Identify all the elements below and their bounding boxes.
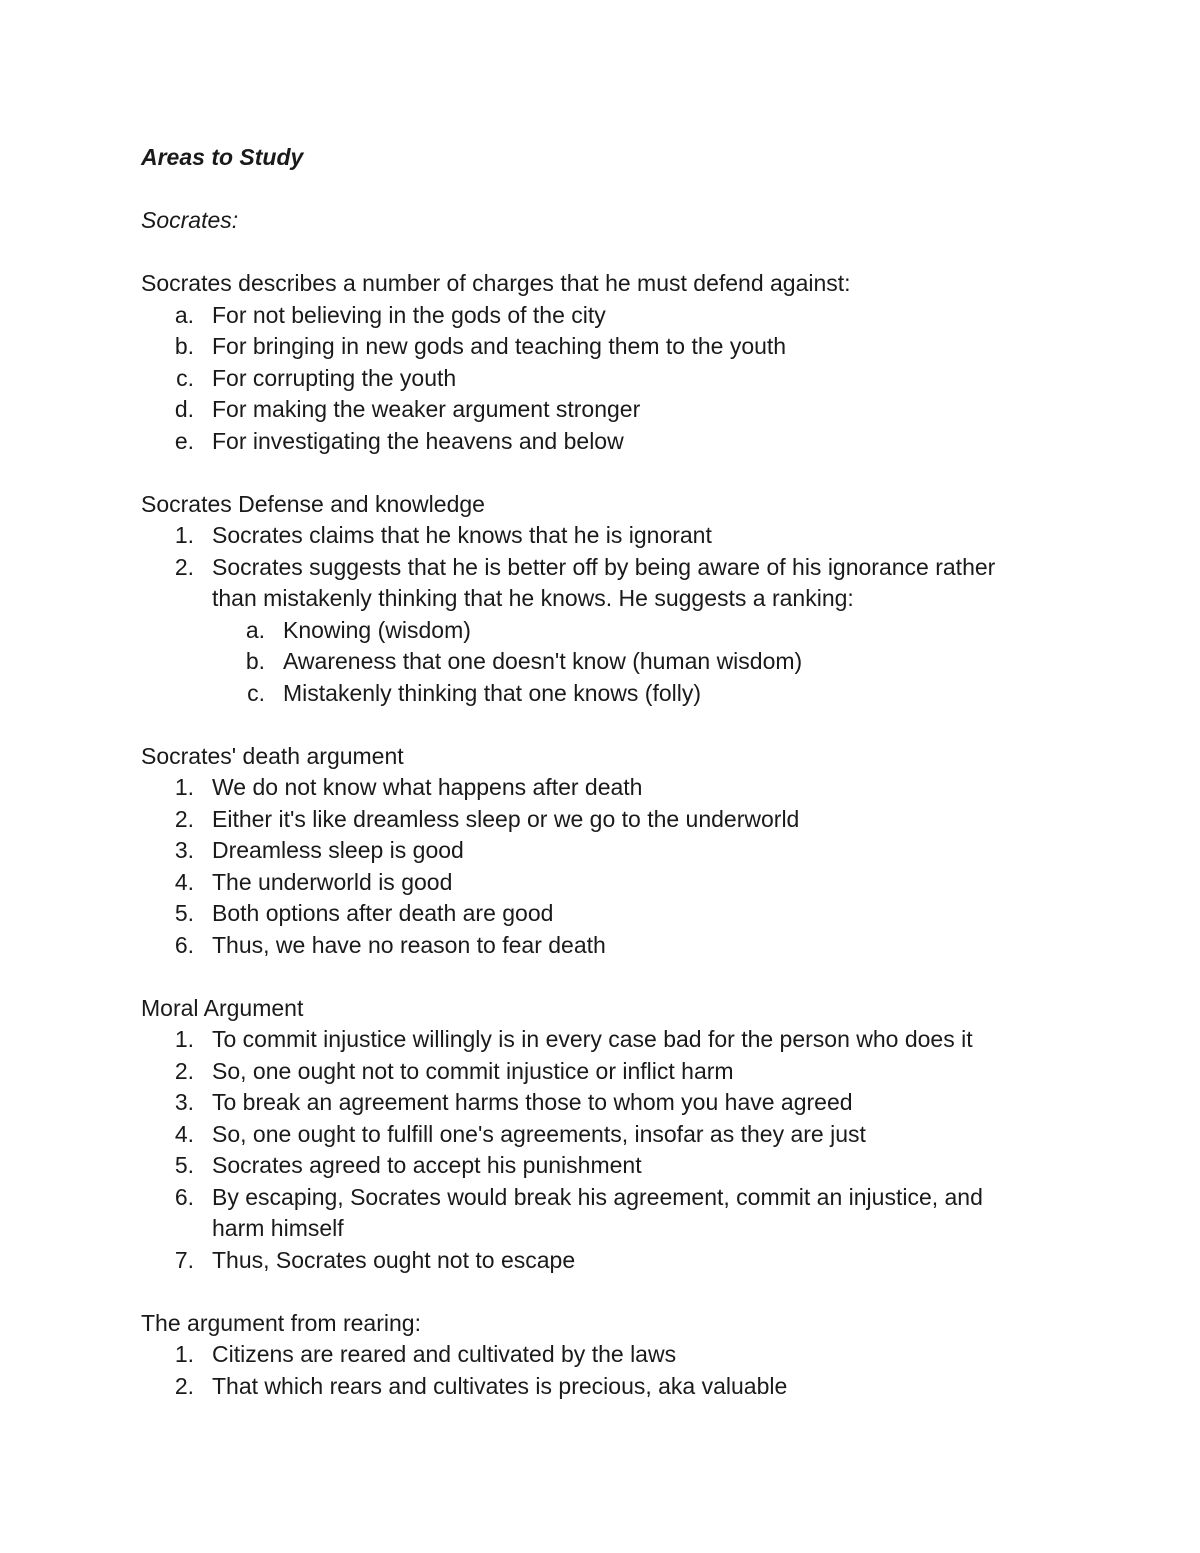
list-marker: b. bbox=[174, 333, 194, 359]
list-item bbox=[141, 1024, 1041, 1056]
list-item-text: For corrupting the youth bbox=[212, 364, 457, 391]
list-item bbox=[141, 1339, 1041, 1371]
section-heading-moral: Moral Argument bbox=[141, 994, 304, 1021]
list-item bbox=[141, 1087, 1041, 1119]
list-item-text: Thus, we have no reason to fear death bbox=[212, 931, 606, 958]
list-item bbox=[141, 1371, 1041, 1403]
list-item bbox=[141, 552, 1041, 615]
list-item-text: Both options after death are good bbox=[212, 900, 554, 926]
list-marker: c. bbox=[247, 679, 265, 706]
list-item bbox=[141, 678, 1041, 710]
list-item-text: By escaping, Socrates would break his agreement, commit an injustice, and harm himself bbox=[212, 1183, 983, 1241]
charges-list bbox=[141, 300, 1041, 458]
list-item bbox=[141, 1182, 1041, 1245]
document-subtitle: Socrates: bbox=[141, 207, 239, 233]
list-item-text: For making the weaker argument stronger bbox=[212, 396, 641, 422]
list-marker: 2. bbox=[174, 1057, 194, 1084]
list-marker: e. bbox=[174, 427, 194, 454]
spacer bbox=[141, 1276, 1041, 1308]
list-marker: a. bbox=[245, 616, 265, 643]
list-item bbox=[141, 615, 1041, 647]
list-item bbox=[141, 898, 1041, 930]
list-item-text: The underworld is good bbox=[212, 868, 453, 895]
list-item bbox=[141, 1150, 1041, 1182]
list-item-text: For not believing in the gods of the city bbox=[212, 301, 606, 328]
list-item bbox=[141, 772, 1041, 804]
list-item bbox=[141, 930, 1041, 962]
list-marker: 3. bbox=[174, 837, 194, 863]
list-item-text: For bringing in new gods and teaching them to the youth bbox=[212, 333, 787, 359]
list-item bbox=[141, 835, 1041, 867]
document-title: Areas to Study bbox=[141, 144, 304, 170]
list-item bbox=[141, 394, 1041, 426]
list-item-text: Socrates agreed to accept his punishment bbox=[212, 1152, 642, 1178]
document-body bbox=[141, 142, 1041, 1402]
list-marker: b. bbox=[245, 648, 265, 674]
list-item bbox=[141, 363, 1041, 395]
list-marker: 4. bbox=[174, 868, 194, 895]
list-item bbox=[141, 331, 1041, 363]
list-item-text: To break an agreement harms those to whom you have agreed bbox=[212, 1089, 853, 1115]
list-marker: 1. bbox=[174, 774, 194, 800]
spacer bbox=[141, 961, 1041, 993]
list-item bbox=[141, 646, 1041, 678]
section-heading-rearing: The argument from rearing: bbox=[141, 1309, 421, 1336]
list-item-text: Thus, Socrates ought not to escape bbox=[212, 1246, 576, 1273]
list-item-text: Citizens are reared and cultivated by the laws bbox=[212, 1341, 677, 1367]
list-item-text: So, one ought to fulfill one's agreements, insofar as they are just bbox=[212, 1120, 866, 1147]
section-heading-death: Socrates' death argument bbox=[141, 742, 404, 769]
list-marker: 3. bbox=[174, 1089, 194, 1115]
spacer bbox=[141, 174, 1041, 206]
list-item-text: For investigating the heavens and below bbox=[212, 427, 624, 454]
list-marker: 7. bbox=[174, 1246, 194, 1273]
section-heading-charges: Socrates describes a number of charges that he must defend against: bbox=[141, 270, 851, 296]
list-marker: d. bbox=[174, 396, 194, 422]
section-heading-defense: Socrates Defense and knowledge bbox=[141, 490, 485, 517]
list-marker: 2. bbox=[174, 553, 194, 580]
list-marker: 1. bbox=[174, 1026, 194, 1052]
list-item bbox=[141, 300, 1041, 332]
ranking-list bbox=[141, 615, 1041, 710]
spacer bbox=[141, 237, 1041, 269]
list-item bbox=[141, 1245, 1041, 1277]
spacer bbox=[141, 457, 1041, 489]
list-item bbox=[141, 1056, 1041, 1088]
list-item bbox=[141, 867, 1041, 899]
list-item-text: Awareness that one doesn't know (human wisdom) bbox=[283, 648, 803, 674]
list-marker: c. bbox=[176, 364, 194, 391]
list-item-text: We do not know what happens after death bbox=[212, 774, 643, 800]
list-marker: 5. bbox=[174, 900, 194, 926]
list-marker: 2. bbox=[174, 1372, 194, 1399]
list-item bbox=[141, 1119, 1041, 1151]
list-item-text: Mistakenly thinking that one knows (folly) bbox=[283, 679, 702, 706]
list-marker: 6. bbox=[174, 1183, 194, 1210]
list-item bbox=[141, 520, 1041, 552]
list-item-text: That which rears and cultivates is precious, aka valuable bbox=[212, 1372, 788, 1399]
list-marker: 2. bbox=[174, 805, 194, 832]
moral-argument-list bbox=[141, 1024, 1041, 1276]
spacer bbox=[141, 709, 1041, 741]
death-argument-list bbox=[141, 772, 1041, 961]
list-marker: 4. bbox=[174, 1120, 194, 1147]
list-item-text: Socrates claims that he knows that he is ignorant bbox=[212, 522, 712, 548]
list-item-text: So, one ought not to commit injustice or inflict harm bbox=[212, 1057, 734, 1084]
list-marker: 1. bbox=[174, 1341, 194, 1367]
list-item-text: Dreamless sleep is good bbox=[212, 837, 464, 863]
list-item-text: To commit injustice willingly is in every case bad for the person who does it bbox=[212, 1026, 973, 1052]
list-item-text: Socrates suggests that he is better off by being aware of his ignorance rather than mistakenly thinking that he knows. He suggests a ranking: bbox=[212, 553, 996, 611]
list-marker: a. bbox=[174, 301, 194, 328]
rearing-argument-list bbox=[141, 1339, 1041, 1402]
defense-list bbox=[141, 520, 1041, 615]
list-marker: 6. bbox=[174, 931, 194, 958]
list-item-text: Either it's like dreamless sleep or we go to the underworld bbox=[212, 805, 800, 832]
list-marker: 5. bbox=[174, 1152, 194, 1178]
list-item bbox=[141, 804, 1041, 836]
list-item-text: Knowing (wisdom) bbox=[283, 616, 471, 643]
list-marker: 1. bbox=[174, 522, 194, 548]
list-item bbox=[141, 426, 1041, 458]
